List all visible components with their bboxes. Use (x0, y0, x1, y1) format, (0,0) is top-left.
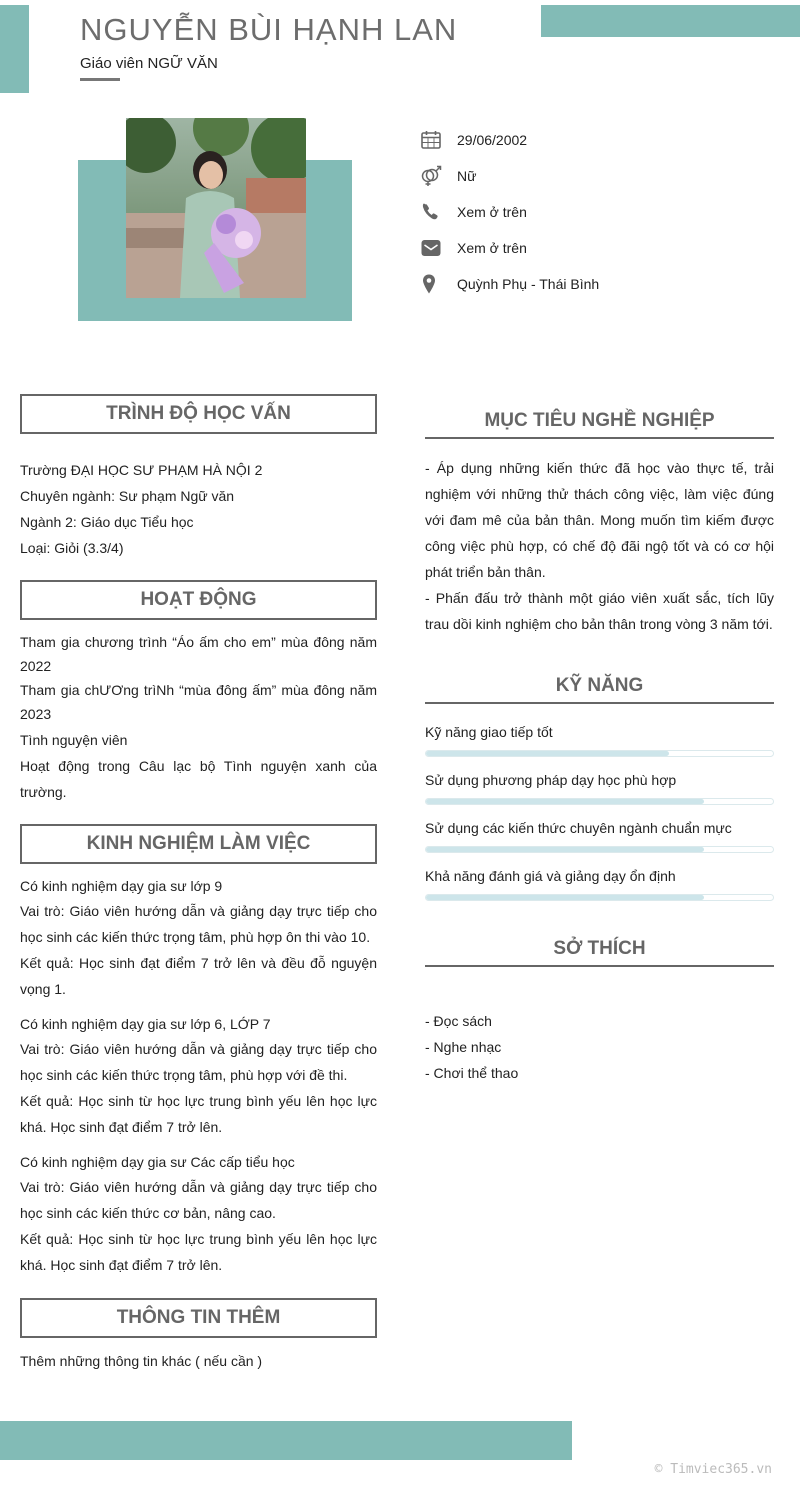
job-role: Vai trò: Giáo viên hướng dẫn và giảng dạy trực tiếp cho học sinh các kiến thức trọng tâm, phù hợp với đề thi. (20, 1041, 377, 1083)
education-second-major: Ngành 2: Giáo dục Tiểu học (20, 514, 194, 530)
skill-bar (425, 750, 774, 757)
hobby-item: - Chơi thể thao (425, 1065, 519, 1081)
experience-job-3 (20, 1150, 377, 1278)
info-location-text: Quỳnh Phụ - Thái Bình (457, 276, 600, 292)
objective-paragraph: - Áp dụng những kiến thức đã học vào thực tế, trải nghiệm với những thử thách công việc, làm việc đúng với đam mê của bản thân. Mong muốn tìm kiếm được công việc phù hợp, có chế độ đãi ngộ tốt và có cơ hội phát triển bản thân. (425, 460, 774, 580)
skill-bar (425, 894, 774, 901)
location-icon (420, 273, 442, 295)
info-gender (420, 164, 476, 188)
info-phone-text: Xem ở trên (457, 204, 527, 220)
job-role: Vai trò: Giáo viên hướng dẫn và giảng dạy trực tiếp cho học sinh các kiến thức cơ bản, nâng cao. (20, 1179, 377, 1221)
experience-job-2 (20, 1012, 377, 1140)
activity-item: Tham gia chương trình “Áo ấm cho em” mùa đông năm 2022 (20, 634, 377, 674)
info-email (420, 236, 527, 260)
objective-title: MỤC TIÊU NGHỀ NGHIỆP (425, 405, 774, 439)
extra-info-text: Thêm những thông tin khác ( nếu cần ) (20, 1353, 263, 1369)
activity-item: Hoạt động trong Câu lạc bộ Tình nguyện xanh của trường. (20, 758, 377, 800)
skill-bar-fill (426, 847, 704, 852)
activity-item: Tham gia chƯƠng trìNh “mùa đông ấm” mùa đông năm 2023 (20, 682, 377, 722)
experience-job-1 (20, 874, 377, 1002)
hobby-item: - Nghe nhạc (425, 1039, 502, 1055)
email-icon (420, 237, 442, 259)
activities-content (20, 630, 377, 805)
hobbies-title: SỞ THÍCH (425, 933, 774, 967)
objective-paragraph: - Phấn đấu trở thành một giáo viên xuất sắc, tích lũy trau dồi kinh nghiệm cho bản thân trong vòng 3 năm tới. (425, 590, 774, 632)
skill-bar (425, 846, 774, 853)
role-underline (80, 78, 120, 81)
activity-item: Tình nguyện viên (20, 732, 128, 748)
education-content (20, 457, 377, 561)
candidate-name: NGUYỄN BÙI HẠNH LAN (80, 12, 458, 47)
corner-accent-right (541, 5, 800, 37)
job-title: Có kinh nghiệm dạy gia sư lớp 9 (20, 878, 223, 894)
job-role: Vai trò: Giáo viên hướng dẫn và giảng dạy trực tiếp cho học sinh các kiến thức trọng tâm, phù hợp ôn thi vào 10. (20, 903, 377, 945)
avatar-photo (126, 118, 306, 298)
footer-accent (0, 1421, 572, 1460)
activities-title: HOẠT ĐỘNG (20, 580, 377, 620)
info-location (420, 272, 599, 296)
education-major: Chuyên ngành: Sư phạm Ngữ văn (20, 488, 235, 504)
skill-label: Kỹ năng giao tiếp tốt (425, 724, 553, 740)
skill-label: Sử dụng phương pháp dạy học phù hợp (425, 772, 677, 788)
info-gender-text: Nữ (457, 168, 477, 184)
skill-bar-fill (426, 751, 669, 756)
watermark: © Timviec365.vn (654, 1462, 772, 1477)
info-birthday-text: 29/06/2002 (457, 132, 528, 148)
info-birthday (420, 128, 527, 152)
skill-label: Sử dụng các kiến thức chuyên ngành chuẩn mực (425, 820, 732, 836)
job-result: Kết quả: Học sinh từ học lực trung bình yếu lên học lực khá. Học sinh đạt điểm 7 trở lên. (20, 1231, 377, 1273)
extra-info-title: THÔNG TIN THÊM (20, 1298, 377, 1338)
phone-icon (420, 201, 442, 223)
job-title: Có kinh nghiệm dạy gia sư lớp 6, LỚP 7 (20, 1016, 271, 1032)
skill-bar (425, 798, 774, 805)
objective-content (425, 455, 774, 637)
corner-accent-left (0, 5, 29, 93)
gender-icon (420, 165, 442, 187)
education-school: Trường ĐẠI HỌC SƯ PHẠM HÀ NỘI 2 (20, 462, 263, 478)
info-email-text: Xem ở trên (457, 240, 527, 256)
hobby-item: - Đọc sách (425, 1013, 492, 1029)
info-phone (420, 200, 527, 224)
candidate-role: Giáo viên NGỮ VĂN (80, 55, 218, 72)
job-result: Kết quả: Học sinh từ học lực trung bình yếu lên học lực khá. Học sinh đạt điểm 7 trở lên. (20, 1093, 377, 1135)
skill-bar-fill (426, 799, 704, 804)
job-title: Có kinh nghiệm dạy gia sư Các cấp tiểu học (20, 1154, 295, 1170)
experience-title: KINH NGHIỆM LÀM VIỆC (20, 824, 377, 864)
avatar (126, 118, 306, 298)
education-title: TRÌNH ĐỘ HỌC VẤN (20, 394, 377, 434)
job-result: Kết quả: Học sinh đạt điểm 7 trở lên và đều đỗ nguyện vọng 1. (20, 955, 377, 997)
calendar-icon (420, 129, 442, 151)
skills-title: KỸ NĂNG (425, 670, 774, 704)
hobbies-content (425, 1008, 774, 1086)
education-grade: Loại: Giỏi (3.3/4) (20, 540, 124, 556)
skill-bar-fill (426, 895, 704, 900)
skill-label: Khả năng đánh giá và giảng dạy ổn định (425, 868, 676, 884)
